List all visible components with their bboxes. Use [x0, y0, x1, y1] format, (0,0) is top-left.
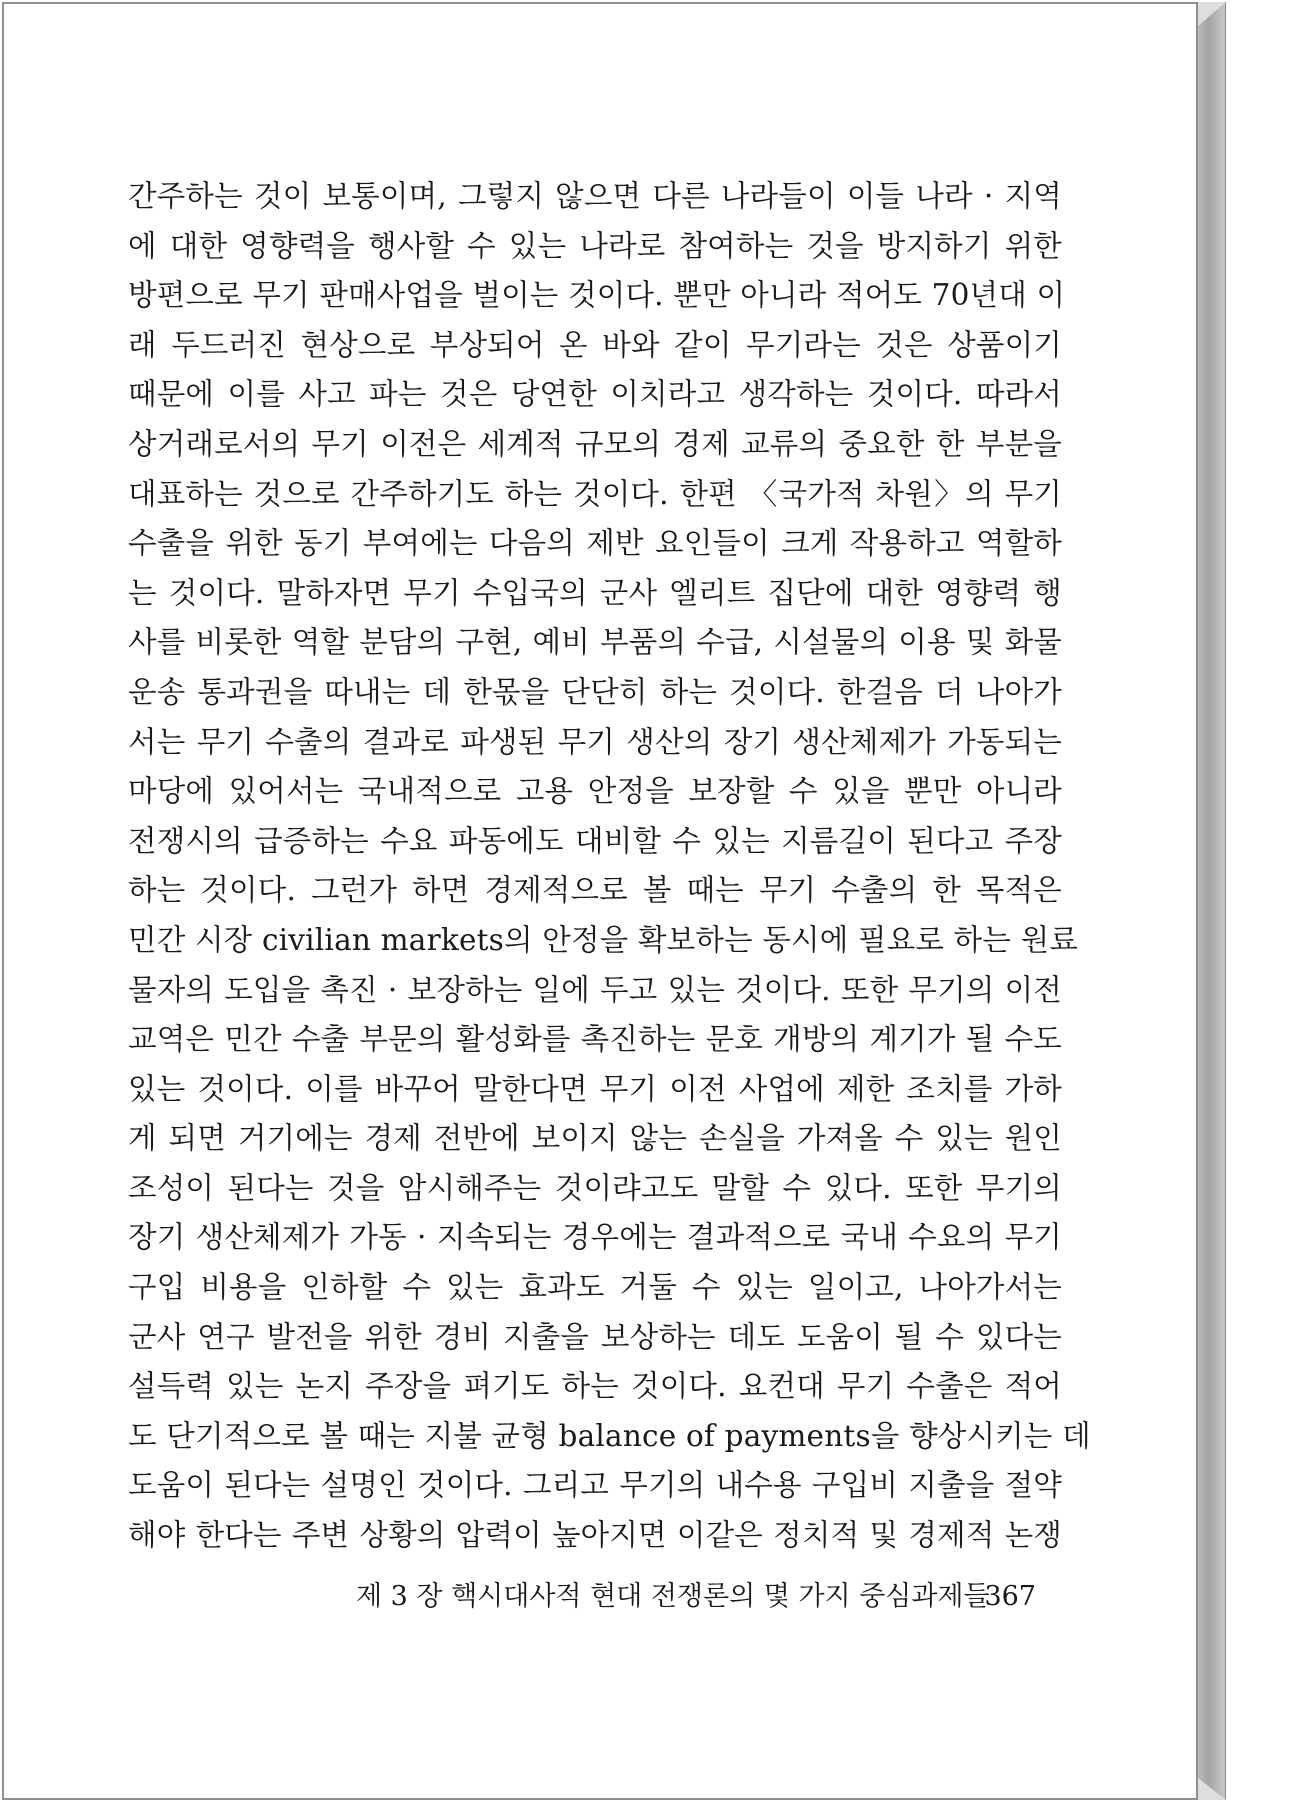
text-line: 군사 연구 발전을 위한 경비 지출을 보상하는 데도 도움이 될 수 있다는: [128, 1319, 1062, 1354]
text-line: 수출을 위한 동기 부여에는 다음의 제반 요인들이 크게 작용하고 역할하: [128, 526, 1062, 561]
page-edge-top-bevel: [1198, 2, 1226, 26]
text-line: 사를 비롯한 역할 분담의 구현, 예비 부품의 수급, 시설물의 이용 및 화물: [128, 625, 1062, 660]
body-text: [128, 172, 1091, 1561]
text-line: 서는 무기 수출의 결과로 파생된 무기 생산의 장기 생산체제가 가동되는: [128, 724, 1062, 759]
text-line: 운송 통과권을 따내는 데 한몫을 단단히 하는 것이다. 한걸음 더 나아가: [128, 674, 1062, 709]
page-edge-bottom-bevel: [1198, 1778, 1226, 1800]
page-footer: [356, 1577, 1036, 1617]
text-line: 교역은 민간 수출 부문의 활성화를 촉진하는 문호 개방의 계기가 될 수도: [128, 1022, 1062, 1057]
text-line: 해야 한다는 주변 상황의 압력이 높아지면 이같은 정치적 및 경제적 논쟁: [128, 1518, 1062, 1553]
text-line: 조성이 된다는 것을 암시해주는 것이랴고도 말할 수 있다. 또한 무기의: [128, 1170, 1062, 1205]
running-head: 제 3 장 핵시대사적 현대 전쟁론의 몇 가지 중심과제들: [356, 1581, 990, 1612]
text-line: 래 두드러진 현상으로 부상되어 온 바와 같이 무기라는 것은 상품이기: [128, 327, 1062, 362]
text-line: 물자의 도입을 촉진 · 보장하는 일에 두고 있는 것이다. 또한 무기의 이전: [128, 972, 1062, 1007]
text-line: 간주하는 것이 보통이며, 그렇지 않으면 다른 나라들이 이들 나라 · 지역: [128, 179, 1062, 213]
text-line: 전쟁시의 급증하는 수요 파동에도 대비할 수 있는 지름길이 된다고 주장: [128, 823, 1062, 858]
text-line: 하는 것이다. 그런가 하면 경제적으로 볼 때는 무기 수출의 한 목적은: [128, 873, 1062, 908]
text-line: 구입 비용을 인하할 수 있는 효과도 거둘 수 있는 일이고, 나아가서는: [128, 1270, 1062, 1305]
text-line: 때문에 이를 사고 파는 것은 당연한 이치라고 생각하는 것이다. 따라서: [128, 377, 1062, 412]
text-line: 상거래로서의 무기 이전은 세계적 규모의 경제 교류의 중요한 한 부분을: [128, 426, 1062, 461]
text-line: 있는 것이다. 이를 바꾸어 말한다면 무기 이전 사업에 제한 조치를 가하: [128, 1071, 1062, 1106]
text-line: 장기 생산체제가 가동 · 지속되는 경우에는 결과적으로 국내 수요의 무기: [128, 1220, 1062, 1255]
text-line: 민간 시장 civilian markets의 안정을 확보하는 동시에 필요로 하는 원료: [128, 922, 1079, 957]
text-line: 마당에 있어서는 국내적으로 고용 안정을 보장할 수 있을 뿐만 아니라: [128, 774, 1062, 809]
text-line: 게 되면 거기에는 경제 전반에 보이지 않는 손실을 가져올 수 있는 원인: [128, 1121, 1062, 1156]
page-number: 367: [984, 1581, 1036, 1612]
text-line: 도 단기적으로 볼 때는 지불 균형 balance of payments을 향상시키는 데: [128, 1418, 1091, 1453]
text-line: 는 것이다. 말하자면 무기 수입국의 군사 엘리트 집단에 대한 영향력 행: [128, 575, 1062, 610]
text-line: 설득력 있는 논지 주장을 펴기도 하는 것이다. 요컨대 무기 수출은 적어: [128, 1369, 1062, 1404]
text-line: 에 대한 영향력을 행사할 수 있는 나라로 참여하는 것을 방지하기 위한: [128, 228, 1062, 263]
page-edge-shadow: [1198, 2, 1226, 1800]
text-line: 도움이 된다는 설명인 것이다. 그리고 무기의 내수용 구입비 지출을 절약: [128, 1468, 1062, 1503]
book-page: [2, 2, 1198, 1800]
text-line: 대표하는 것으로 간주하기도 하는 것이다. 한편 〈국가적 차원〉의 무기: [128, 476, 1062, 511]
text-line: 방편으로 무기 판매사업을 벌이는 것이다. 뿐만 아니라 적어도 70년대 이: [128, 278, 1066, 313]
